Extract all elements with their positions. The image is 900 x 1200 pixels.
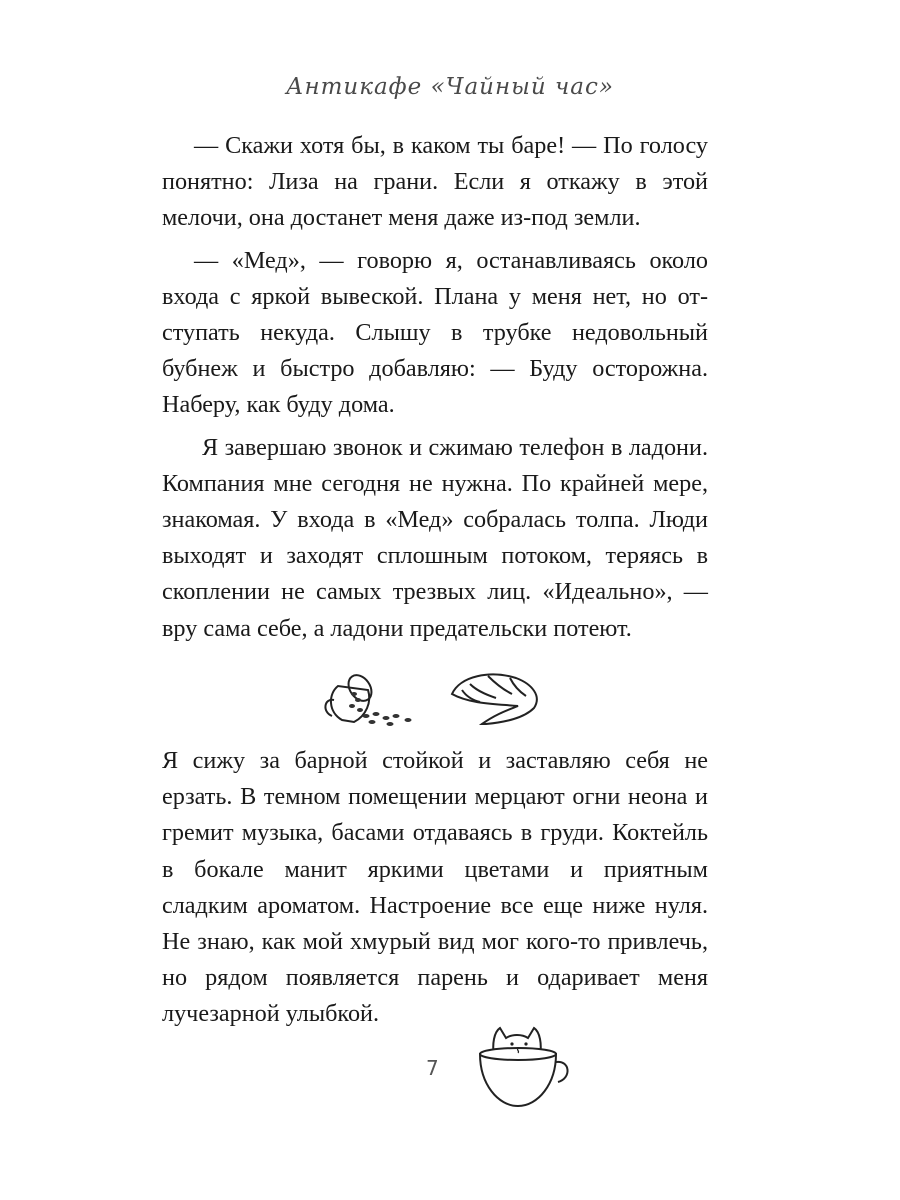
paragraph: Я завершаю звонок и сжимаю телефон в ладони. Компания мне сегодня не нужна. По крайней мере, знакомая. У входа в «Мед» собралась толпа. Люди выходят и заходят сплошным потоком, теряясь в скоплении не самых трезвых лиц. «Идеально», — вру сама себе, а ладони предательски потеют. — [162, 433, 708, 642]
cat-in-cup-icon — [474, 1022, 574, 1112]
text-block-top — [162, 128, 708, 647]
running-title: Антикафе «Чайный час» — [286, 74, 614, 100]
page-number: 7 — [426, 1056, 439, 1080]
paragraph: — «Мед», — говорю я, останавливаясь около входа с яркой вывеской. Плана у меня нет, но отступать некуда. Слышу в трубке недовольный бубнеж и быстро добавляю: — Буду осторожна. Наберу, как буду дома. — [162, 246, 708, 419]
paragraph: — Скажи хотя бы, в каком ты баре! — По голосу понятно: Лиза на грани. Если я откажу в этой мелочи, она достанет меня даже из-под земли. — [162, 132, 708, 232]
croissant-icon — [452, 675, 537, 724]
spilled-coffee-cup-icon — [325, 671, 411, 726]
text-block-bottom — [162, 743, 708, 1033]
scene-break-ornament — [320, 664, 550, 730]
paragraph: Я сижу за барной стойкой и заставляю себя не ерзать. В темном помещении мерцают огни неона и гремит музыка, басами отдаваясь в груди. Коктейль в бокале манит яркими цветами и приятным сладким ароматом. Настроение все еще ниже нуля. Не знаю, как мой хмурый вид мог кого-то привлечь, но рядом появляется парень и одаривает меня лучезарной улыбкой. — [162, 747, 708, 1028]
